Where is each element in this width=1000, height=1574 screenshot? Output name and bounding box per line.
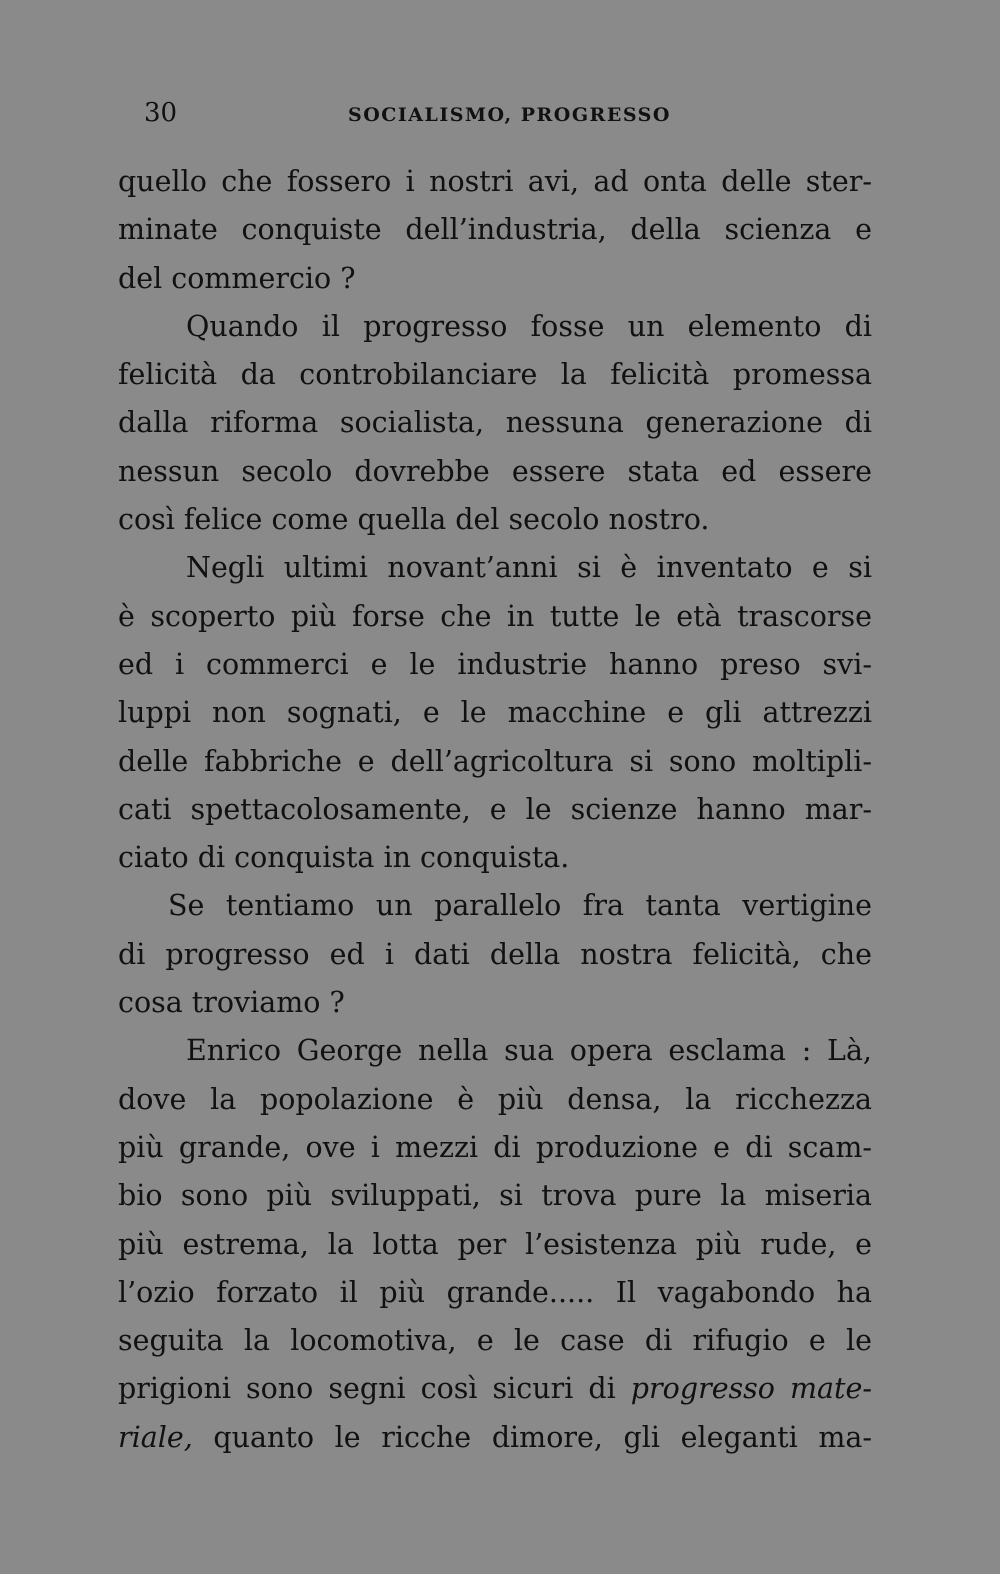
text-line: Quando il progresso fosse un elemento di — [186, 309, 872, 343]
text-line: delle fabbriche e dell’agricoltura si sono moltipli- — [118, 744, 872, 778]
page-header — [0, 98, 1000, 134]
italic-text: riale, — [118, 1420, 193, 1454]
text-line — [118, 1414, 872, 1462]
text-line: seguita la locomotiva, e le case di rifugio e le — [118, 1324, 872, 1358]
text-line: cati spettacolosamente, e le scienze hanno mar- — [118, 792, 872, 826]
text-line: così felice come quella del secolo nostro. — [118, 503, 710, 537]
text-line: Enrico George nella sua opera esclama : Là, — [186, 1034, 872, 1068]
text-line: ciato di conquista in conquista. — [118, 841, 570, 875]
text-line — [118, 1365, 872, 1413]
text-line: bio sono più sviluppati, si trova pure la miseria — [118, 1179, 872, 1213]
text-line: è scoperto più forse che in tutte le età trascorse — [118, 599, 872, 633]
text-line: felicità da controbilanciare la felicità promessa — [118, 358, 872, 392]
text-line: luppi non sognati, e le macchine e gli attrezzi — [118, 696, 872, 730]
text-line: ed i commerci e le industrie hanno preso svi- — [118, 647, 872, 681]
text-line: dalla riforma socialista, nessuna generazione di — [118, 406, 872, 440]
text-line: Negli ultimi novant’anni si è inventato e si — [186, 551, 872, 585]
text-line: minate conquiste dell’industria, della scienza e — [118, 213, 872, 247]
italic-text: progresso mate- — [630, 1372, 872, 1406]
body-text — [118, 158, 872, 1462]
text-segment: prigioni sono segni così sicuri di — [118, 1372, 631, 1406]
text-line: dove la popolazione è più densa, la ricchezza — [118, 1082, 872, 1116]
text-line: del commercio ? — [118, 261, 356, 295]
text-segment: quanto le ricche dimore, gli eleganti ma- — [192, 1420, 872, 1454]
text-line: di progresso ed i dati della nostra felicità, che — [118, 937, 872, 971]
text-line: quello che fossero i nostri avi, ad onta delle ster- — [118, 165, 872, 198]
text-line: nessun secolo dovrebbe essere stata ed essere — [118, 454, 872, 488]
text-line: l’ozio forzato il più grande..... Il vagabondo ha — [118, 1275, 872, 1309]
text-line: cosa troviamo ? — [118, 986, 345, 1020]
text-line: più grande, ove i mezzi di produzione e di scam- — [118, 1130, 872, 1164]
running-head: SOCIALISMO, PROGRESSO — [348, 104, 671, 126]
page-number: 30 — [144, 98, 178, 128]
text-line: più estrema, la lotta per l’esistenza più rude, e — [118, 1227, 872, 1261]
text-line: Se tentiamo un parallelo fra tanta vertigine — [168, 889, 872, 923]
